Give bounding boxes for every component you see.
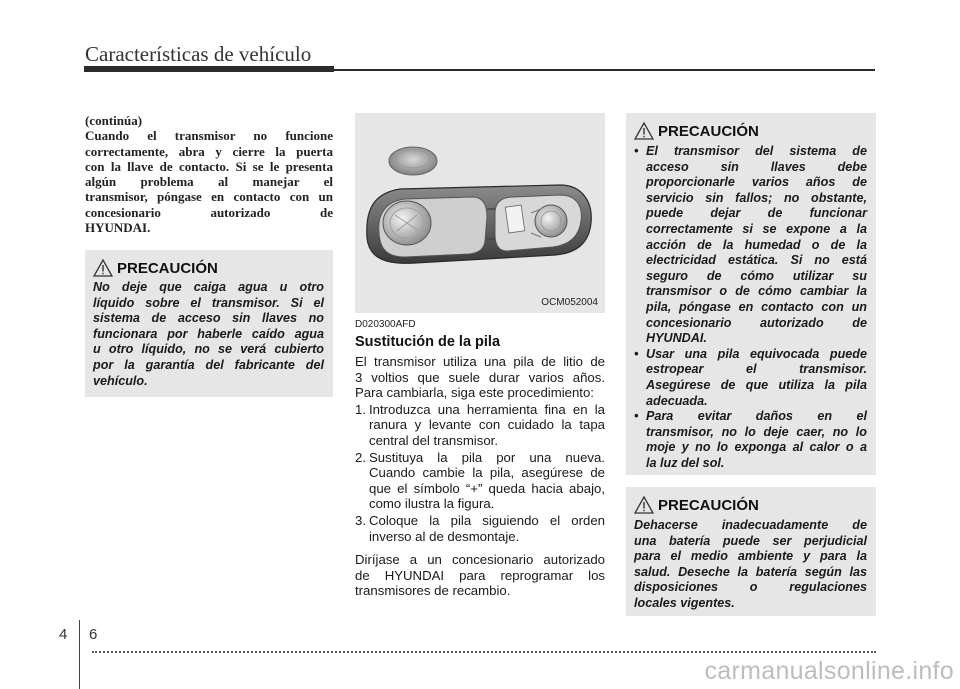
- caution-line: acción de la humedad o de la: [646, 237, 867, 252]
- caution-line: sistema de acceso sin llaves no: [93, 311, 324, 326]
- footer-divider: [79, 620, 80, 689]
- page-header-title: Características de vehículo: [85, 42, 312, 66]
- caution-line: No deje que caiga agua u otro: [93, 280, 324, 294]
- caution-line: transmisor o de cómo cambiar la: [646, 284, 867, 299]
- step-line: inverso al de desmontaje.: [369, 528, 520, 544]
- caution-line: moje y no lo exponga al calor o a: [646, 440, 867, 455]
- caution-line: líquido sobre el transmisor. Si el: [93, 295, 324, 310]
- caution-heading: [634, 122, 867, 140]
- caution-line: Asegúrese de que utiliza la pila: [646, 377, 867, 392]
- intro-line: algún problema al manejar el: [85, 174, 333, 190]
- bullet-marker: •: [634, 144, 639, 158]
- body-line: transmisores de recambio.: [355, 583, 511, 599]
- caution-line: concesionario autorizado de: [646, 315, 867, 330]
- step-number: 1.: [355, 401, 366, 417]
- caution-line: transmisor, no lo deje caer, no lo: [646, 424, 867, 439]
- footer-dotted-rule: [92, 651, 876, 653]
- caution-body: [634, 518, 867, 612]
- step-line: Cuando cambie la pila, asegúrese de: [369, 465, 605, 481]
- intro-line: HYUNDAI.: [85, 220, 151, 236]
- caution-bullet-item: [634, 144, 867, 347]
- caution-line: proporcionarle varios años de: [646, 175, 867, 190]
- step-line: ranura y levante con cuidado la tapa: [369, 417, 605, 433]
- caution-heading-text: PRECAUCIÓN: [658, 123, 759, 140]
- caution-box-water: [85, 250, 333, 397]
- step-number: 3.: [355, 512, 366, 528]
- caution-line: adecuada.: [646, 393, 708, 408]
- step-item: [355, 513, 605, 544]
- section-body: [355, 354, 605, 599]
- page-number: 6: [89, 626, 98, 643]
- caution-heading: [93, 259, 324, 277]
- intro-line: Cuando el transmisor no funcione: [85, 128, 333, 144]
- header-rule-thick: [84, 66, 334, 72]
- intro-line: concesionario autorizado de: [85, 204, 333, 220]
- caution-line: disposiciones o regulaciones: [634, 580, 867, 595]
- caution-line: vehículo.: [93, 373, 148, 388]
- intro-line: correctamente, abra y cierre la puerta: [85, 143, 333, 159]
- step-line: central del transmisor.: [369, 432, 498, 448]
- step-item: [355, 402, 605, 449]
- caution-line: estropear el transmisor.: [646, 362, 867, 377]
- body-line: El transmisor utiliza una pila de litio de: [355, 354, 605, 369]
- caution-line: acceso sin llaves debe: [646, 159, 867, 174]
- caution-line: una batería puede ser perjudicial: [634, 533, 867, 548]
- caution-bullet-item: [634, 347, 867, 409]
- header-rule-thin: [334, 69, 875, 71]
- caution-line: Para evitar daños en el: [646, 409, 867, 424]
- intro-line: con la llave de contacto. Si se le presenta: [85, 158, 333, 174]
- caution-line: para el medio ambiente y para la: [634, 549, 867, 564]
- caution-heading: [634, 496, 867, 514]
- step-line: Coloque la pila siguiendo el orden: [369, 512, 605, 528]
- step-line: como ilustra la figura.: [369, 496, 495, 512]
- left-intro-text: [85, 113, 333, 235]
- caution-line: El transmisor del sistema de: [646, 144, 867, 158]
- caution-heading-text: PRECAUCIÓN: [117, 260, 218, 277]
- step-line: que el símbolo “+” queda hacia abajo,: [369, 480, 605, 496]
- body-line: Diríjase a un concesionario autorizado: [355, 552, 605, 568]
- caution-line: correctamente si se expone a la: [646, 221, 867, 236]
- caution-line: puede dejar de funcionar: [646, 206, 867, 221]
- bullet-marker: •: [634, 346, 639, 361]
- key-fob-illustration: [355, 113, 605, 313]
- warning-triangle-icon: [634, 496, 654, 514]
- step-item: [355, 450, 605, 512]
- caution-line: electricidad estática. Si no está: [646, 253, 867, 268]
- caution-bullet-item: [634, 409, 867, 471]
- caution-body: [634, 144, 867, 471]
- figure-code: OCM052004: [541, 297, 598, 308]
- caution-line: la luz del sol.: [646, 455, 725, 470]
- bullet-marker: •: [634, 409, 639, 424]
- step-number: 2.: [355, 449, 366, 465]
- body-line: Para cambiarla, siga este procedimiento:: [355, 385, 594, 401]
- caution-body: [93, 280, 324, 389]
- caution-box-battery-disposal: [626, 487, 876, 616]
- watermark-text: carmanualsonline.info: [704, 657, 954, 685]
- warning-triangle-icon: [634, 122, 654, 140]
- caution-line: HYUNDAI.: [646, 331, 707, 346]
- caution-line: Dehacerse inadecuadamente de: [634, 518, 867, 532]
- key-fob-battery-figure: [355, 113, 605, 313]
- section-title: Sustitución de la pila: [355, 334, 501, 350]
- caution-line: por la garantía del fabricante del: [93, 357, 324, 372]
- caution-line: seguro de cómo utilizar su: [646, 268, 867, 283]
- section-code: D020300AFD: [355, 319, 416, 330]
- step-line: Sustituya la pila por una nueva.: [369, 449, 605, 465]
- body-line: de HYUNDAI para reprogramar los: [355, 567, 605, 583]
- intro-line: transmisor, póngase en contacto con un: [85, 189, 333, 205]
- caution-heading-text: PRECAUCIÓN: [658, 497, 759, 514]
- caution-line: salud. Deseche la batería según las: [634, 564, 867, 579]
- warning-triangle-icon: [93, 259, 113, 277]
- caution-line: funcionara por haberle caído agua: [93, 326, 324, 341]
- intro-line: (continúa): [85, 113, 143, 128]
- step-line: Introduzca una herramienta fina en la: [369, 401, 605, 417]
- caution-line: servicio sin fallos; no obstante,: [646, 190, 867, 205]
- chapter-number: 4: [59, 626, 68, 643]
- caution-line: Usar una pila equivocada puede: [646, 346, 867, 361]
- caution-line: pila, póngase en contacto con un: [646, 299, 867, 314]
- caution-line: locales vigentes.: [634, 595, 735, 610]
- body-line: 3 voltios que suele durar varios años.: [355, 369, 605, 385]
- caution-box-transmitter: [626, 113, 876, 475]
- caution-line: u otro líquido, no se verá cubierto: [93, 342, 324, 357]
